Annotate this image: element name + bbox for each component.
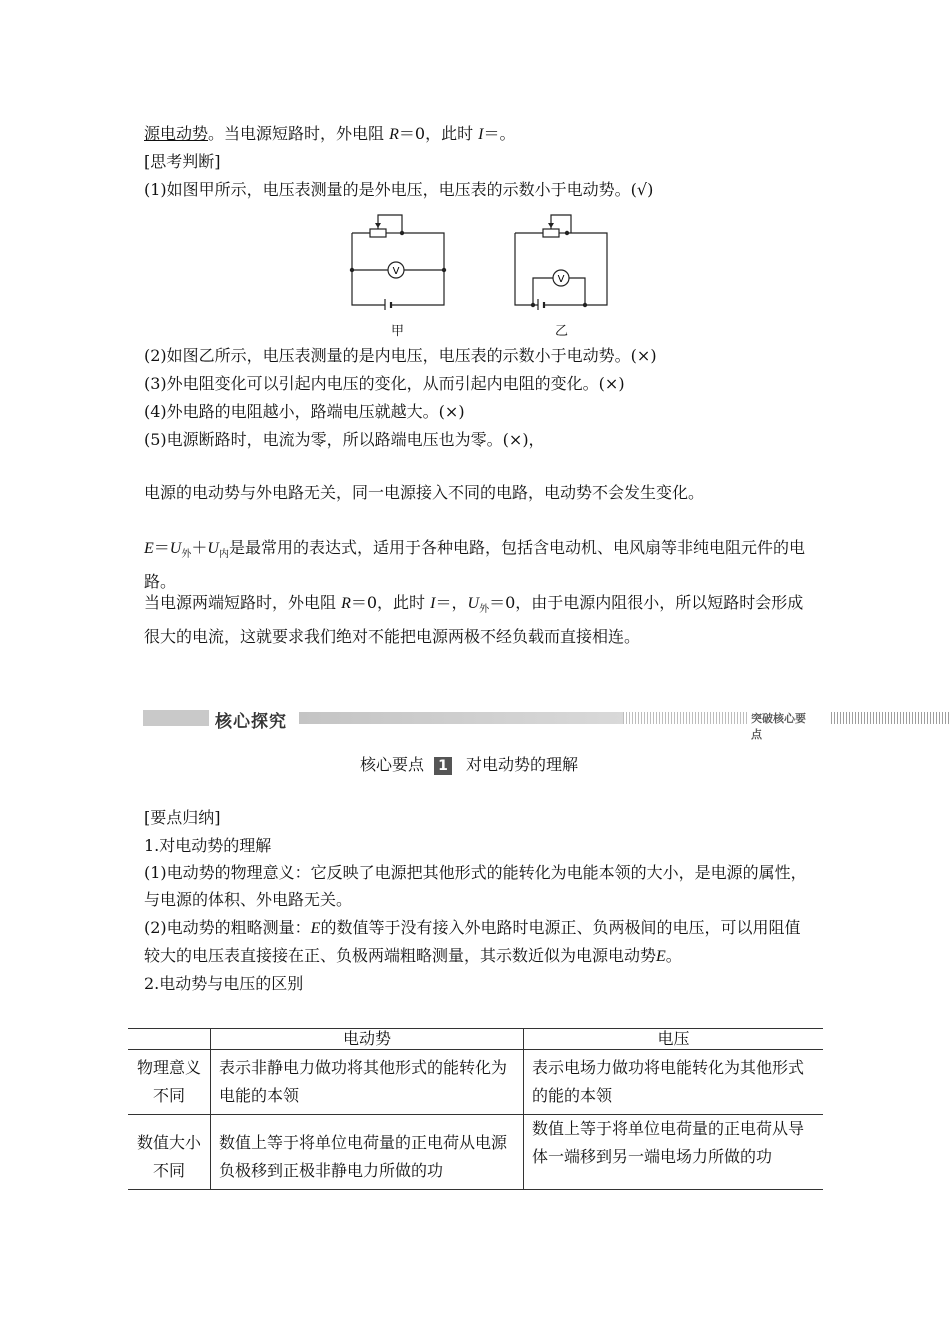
section-banner [143,706,813,741]
caption-yi: 乙 [555,324,569,339]
voltmeter-label: V [557,274,565,285]
question-5: (5)电源断路时，电流为零，所以路端电压也为零。(×)， [144,430,545,449]
line-short-circuit: 源电动势。当电源短路时，外电阻 R＝0，此时 I＝。 [144,124,516,143]
circuit-diagram-jia [340,205,455,310]
banner-stripes [623,712,747,724]
keypoint-heading: 核心要点 1 对电动势的理解 [360,755,579,774]
note-short-circuit: 当电源两端短路时，外电阻 R＝0，此时 I＝，$U_外=0$，由于电源内阻很小，所以短路时会形成很大的电流，这就要求我们绝对不能把电源两极不经负载而直接相连。 [144,593,804,647]
table-header-row [128,1029,823,1050]
table-cell: 数值上等于将单位电荷量的正电荷从导体一端移到另一端电场力所做的功 [524,1115,824,1190]
table-row [128,1050,823,1115]
banner-title: 核心探究 [215,712,287,732]
summary-heading: [要点归纳] [144,808,221,827]
note-emf-independent: 电源的电动势与外电路无关，同一电源接入不同的电路，电动势不会发生变化。 [144,483,705,502]
think-heading: [思考判断] [144,152,221,171]
table-header-cell: 电压 [524,1029,824,1050]
circuit-diagram-yi [505,205,620,310]
comparison-table [128,1028,823,1190]
table-cell: 数值大小不同 [128,1115,211,1190]
summary-item-1: 1.对电动势的理解 [144,836,272,855]
table-cell: 数值上等于将单位电荷量的正电荷从电源负极移到正极非静电力所做的功 [211,1115,524,1190]
table-row [128,1115,823,1190]
question-2: (2)如图乙所示，电压表测量的是内电压，电压表的示数小于电动势。(×) [144,346,657,365]
summary-item-2: 2.电动势与电压的区别 [144,974,304,993]
banner-bar [143,710,209,726]
banner-stripes [831,712,950,724]
voltmeter-label: V [392,266,400,277]
table-cell: 表示电场力做功将电能转化为其他形式的能的本领 [524,1050,824,1115]
summary-measurement: (2)电动势的粗略测量：E的数值等于没有接入外电路时电源正、负两极间的电压，可以用阻值较大的电压表直接接在正、负极两端粗略测量，其示数近似为电源电动势E。 [144,918,801,965]
caption-jia: 甲 [391,324,405,339]
summary-meaning: (1)电动势的物理意义：它反映了电源把其他形式的能转化为电能本领的大小，是电源的属性，与电源的体积、外电路无关。 [144,863,807,909]
keypoint-number-badge: 1 [434,757,452,775]
banner-subtitle: 突破核心要点 [751,712,806,741]
table-header-cell [128,1029,211,1050]
question-1: (1)如图甲所示，电压表测量的是外电压，电压表的示数小于电动势。(√) [144,180,654,199]
banner-bar [299,712,623,724]
question-4: (4)外电路的电阻越小，路端电压就越大。(×) [144,402,465,421]
table-cell: 表示非静电力做功将其他形式的能转化为电能的本领 [211,1050,524,1115]
underlined-term: 源电动势 [144,124,209,143]
table-header-cell: 电动势 [211,1029,524,1050]
note-formula: $E=U_外+U_内$是最常用的表达式，适用于各种电路，包括含电动机、电风扇等非纯电阻元件的电路。 [144,538,805,592]
question-3: (3)外电阻变化可以引起内电压的变化，从而引起内电阻的变化。(×) [144,374,625,393]
table-cell: 物理意义不同 [128,1050,211,1115]
